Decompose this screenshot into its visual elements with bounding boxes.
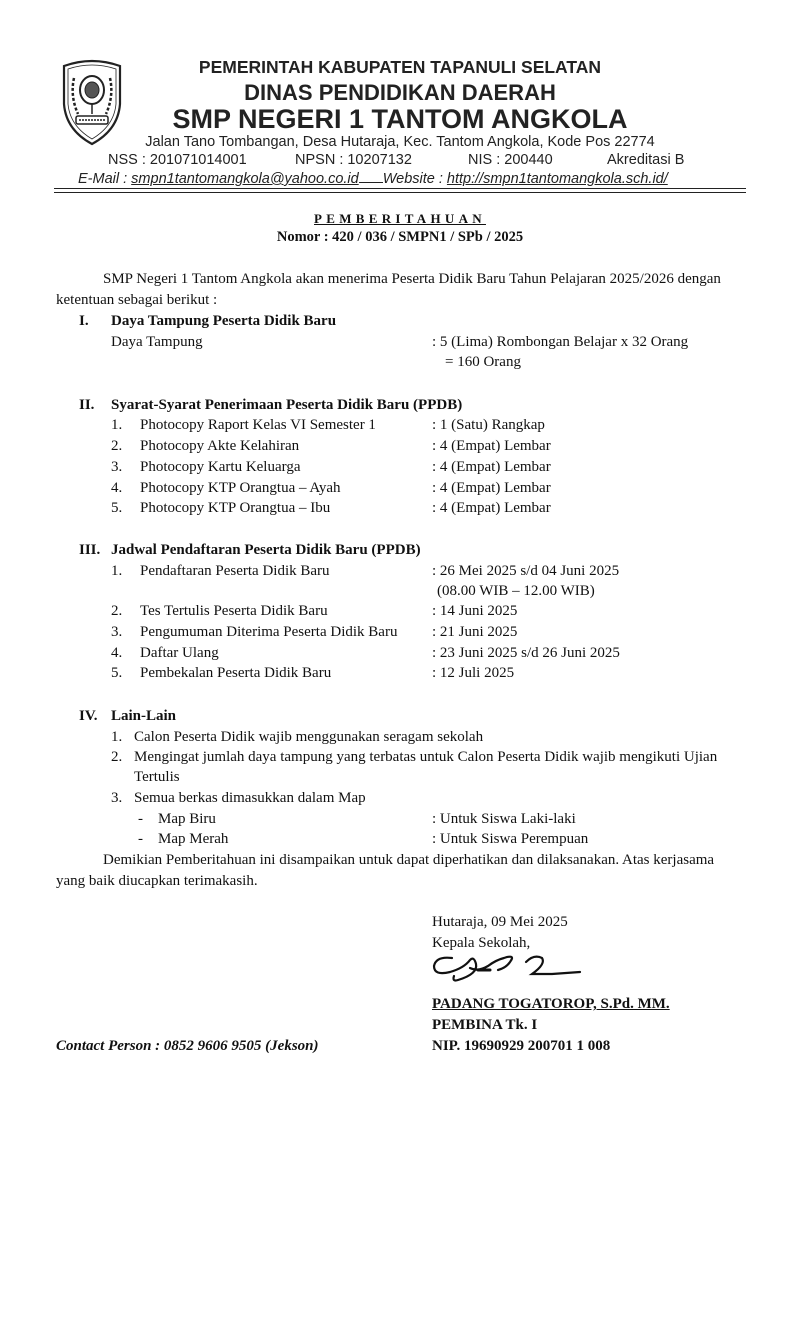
signatory-name: PADANG TOGATOROP, S.Pd. MM. (432, 996, 670, 1012)
letterhead-nis: NIS : 200440 (468, 152, 553, 168)
section-4-heading: Lain-Lain (111, 708, 177, 724)
other-item-folder: Semua berkas dimasukkan dalam Map (134, 790, 366, 806)
schedule-time: (08.00 WIB – 12.00 WIB) (437, 583, 595, 599)
intro-line-2: ketentuan sebagai berikut : (56, 292, 218, 308)
closing-line-1: Demikian Pemberitahuan ini disampaikan untuk dapat diperhatikan dan dilaksanakan. Atas kerjasama (103, 852, 715, 868)
map-label: Map Merah (158, 831, 229, 847)
schedule-value: : 21 Juni 2025 (432, 624, 518, 640)
other-number: 2. (111, 749, 123, 765)
letterhead-address: Jalan Tano Tombangan, Desa Hutaraja, Kec. Tantom Angkola, Kode Pos 22774 (145, 134, 655, 150)
requirement-number: 2. (111, 438, 123, 454)
website-link[interactable]: http://smpn1tantomangkola.sch.id/ (446, 171, 668, 187)
schedule-value: : 14 Juni 2025 (432, 603, 518, 619)
schedule-number: 5. (111, 665, 123, 681)
letterhead-npsn: NPSN : 10207132 (295, 152, 412, 168)
notice-number: Nomor : 420 / 036 / SMPN1 / SPb / 2025 (276, 229, 524, 245)
capacity-total: = 160 Orang (445, 354, 521, 370)
section-1-heading: Daya Tampung Peserta Didik Baru (111, 313, 337, 329)
other-item-uniform: Calon Peserta Didik wajib menggunakan seragam sekolah (134, 729, 484, 745)
requirement-number: 1. (111, 417, 123, 433)
other-number: 1. (111, 729, 123, 745)
letterhead-government: PEMERINTAH KABUPATEN TAPANULI SELATAN (198, 57, 602, 77)
capacity-label: Daya Tampung (111, 334, 203, 350)
requirement-label: Photocopy Kartu Keluarga (140, 459, 301, 475)
schedule-number: 4. (111, 645, 123, 661)
schedule-label: Daftar Ulang (140, 645, 219, 661)
requirement-number: 5. (111, 500, 123, 516)
letterhead-school-name: SMP NEGERI 1 TANTOM ANGKOLA (172, 104, 628, 134)
requirement-label: Photocopy KTP Orangtua – Ayah (140, 480, 341, 496)
email-link[interactable]: smpn1tantomangkola@yahoo.co.id (131, 171, 359, 187)
schedule-number: 3. (111, 624, 123, 640)
capacity-value: : 5 (Lima) Rombongan Belajar x 32 Orang (432, 334, 689, 350)
other-item-test-line-2: Tertulis (134, 769, 180, 785)
signatory-rank: PEMBINA Tk. I (432, 1017, 538, 1033)
schedule-label: Pembekalan Peserta Didik Baru (140, 665, 332, 681)
handwritten-signature (430, 950, 590, 984)
signature-place-date: Hutaraja, 09 Mei 2025 (432, 914, 568, 930)
requirement-number: 3. (111, 459, 123, 475)
requirement-label: Photocopy Raport Kelas VI Semester 1 (140, 417, 376, 433)
requirement-number: 4. (111, 480, 123, 496)
schedule-label: Pengumuman Diterima Peserta Didik Baru (140, 624, 398, 640)
notice-title: PEMBERITAHUAN (314, 211, 486, 226)
closing-line-2: yang baik diucapkan terimakasih. (56, 873, 258, 889)
regency-emblem-icon (56, 56, 128, 146)
schedule-value: : 23 Juni 2025 s/d 26 Juni 2025 (432, 645, 620, 661)
map-label: Map Biru (158, 811, 216, 827)
requirement-label: Photocopy KTP Orangtua – Ibu (140, 500, 331, 516)
map-value: : Untuk Siswa Perempuan (432, 831, 589, 847)
schedule-number: 1. (111, 563, 123, 579)
schedule-number: 2. (111, 603, 123, 619)
letterhead-accreditation: Akreditasi B (607, 152, 685, 168)
website-label: Website : (382, 171, 447, 187)
letterhead-divider-thin (54, 192, 746, 193)
section-4-numeral: IV. (79, 708, 98, 724)
requirement-value: : 4 (Empat) Lembar (432, 459, 551, 475)
requirement-value: : 1 (Satu) Rangkap (432, 417, 545, 433)
letterhead-divider-thick (54, 188, 746, 189)
signature-position: Kepala Sekolah, (432, 935, 531, 951)
map-value: : Untuk Siswa Laki-laki (432, 811, 576, 827)
requirement-label: Photocopy Akte Kelahiran (140, 438, 300, 454)
schedule-value: : 12 Juli 2025 (432, 665, 515, 681)
letterhead-contact-row (78, 170, 668, 187)
letterhead-nss: NSS : 201071014001 (108, 152, 247, 168)
contact-person: Contact Person : 0852 9606 9505 (Jekson) (56, 1038, 319, 1054)
email-label: E-Mail : (78, 171, 132, 187)
schedule-label: Tes Tertulis Peserta Didik Baru (140, 603, 328, 619)
other-item-test-line-1: Mengingat jumlah daya tampung yang terbatas untuk Calon Peserta Didik wajib mengikuti Ujian (134, 749, 718, 765)
section-1-numeral: I. (79, 313, 89, 329)
requirement-value: : 4 (Empat) Lembar (432, 480, 551, 496)
intro-line-1: SMP Negeri 1 Tantom Angkola akan menerima Peserta Didik Baru Tahun Pelajaran 2025/2026 dengan (103, 271, 721, 287)
map-dash: - (138, 811, 143, 827)
requirement-value: : 4 (Empat) Lembar (432, 500, 551, 516)
other-number: 3. (111, 790, 123, 806)
schedule-value: : 26 Mei 2025 s/d 04 Juni 2025 (432, 563, 620, 579)
schedule-label: Pendaftaran Peserta Didik Baru (140, 563, 330, 579)
section-2-heading: Syarat-Syarat Penerimaan Peserta Didik Baru (PPDB) (111, 397, 463, 413)
section-3-heading: Jadwal Pendaftaran Peserta Didik Baru (PPDB) (111, 542, 421, 558)
underline-spacer (359, 170, 383, 183)
requirement-value: : 4 (Empat) Lembar (432, 438, 551, 454)
section-2-numeral: II. (79, 397, 95, 413)
map-dash: - (138, 831, 143, 847)
signatory-nip: NIP. 19690929 200701 1 008 (432, 1038, 611, 1054)
letterhead-department: DINAS PENDIDIKAN DAERAH (244, 80, 556, 105)
section-3-numeral: III. (79, 542, 101, 558)
